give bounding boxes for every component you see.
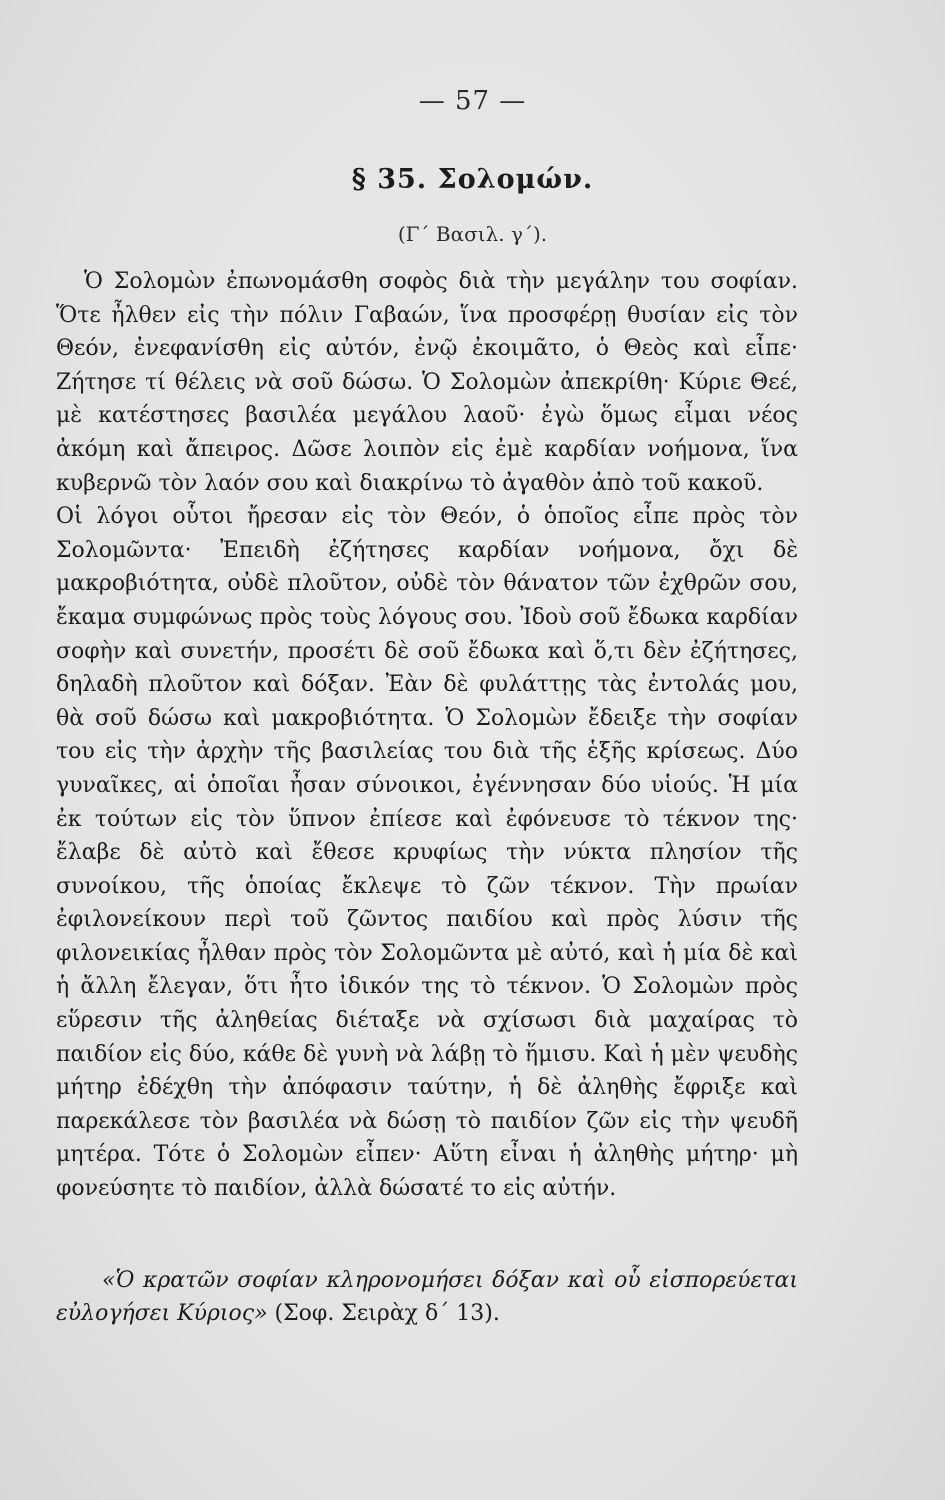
paragraph-1: Ὁ Σολομὼν ἐπωνομάσθη σοφὸς διὰ τὴν μεγάλην του σοφίαν. Ὅτε ἦλθεν εἰς τὴν πόλιν Γαβαών, ἵνα προσφέρῃ θυσίαν εἰς τὸν Θεόν, ἐνεφανίσθη εἰς αὐτόν, ἐνῷ ἐκοιμᾶτο, ὁ Θεὸς καὶ εἶπε· Ζήτησε τί θέλεις νὰ σοῦ δώσω. Ὁ Σολομὼν ἀπεκρίθη· Κύριε Θεέ, μὲ κατέστησες βασιλέα μεγάλου λαοῦ· ἐγὼ ὅμως εἶμαι νέος ἀκόμη καὶ ἄπειρος. Δῶσε λοιπὸν εἰς ἐμὲ καρδίαν νοήμονα, ἵνα κυβερνῶ τὸν λαόν σου καὶ διακρίνω τὸ ἀγαθὸν ἀπὸ τοῦ κακοῦ. — [56, 269, 798, 496]
quote-text: «Ὁ κρατῶν σοφίαν κληρονομήσει δόξαν καὶ οὗ εἰσπορεύεται εὐλογήσει Κύριος» — [56, 1268, 798, 1326]
closing-quote — [56, 1264, 798, 1330]
body-text — [56, 265, 798, 1206]
quote-reference: (Σοφ. Σειρὰχ δ΄ 13). — [267, 1301, 500, 1326]
paragraph-2: Οἱ λόγοι οὗτοι ἤρεσαν εἰς τὸν Θεόν, ὁ ὁποῖος εἶπε πρὸς τὸν Σολομῶντα· Ἐπειδὴ ἐζήτησες καρδίαν νοήμονα, ὄχι δὲ μακροβιότητα, οὐδὲ πλοῦτον, οὐδὲ τὸν θάνατον τῶν ἐχθρῶν σου, ἔκαμα συμφώνως πρὸς τοὺς λόγους σου. Ἰδοὺ σοῦ ἔδωκα καρδίαν σοφὴν καὶ συνετήν, προσέτι δὲ σοῦ ἔδωκα καὶ ὅ,τι δὲν ἐζήτησες, δηλαδὴ πλοῦτον καὶ δόξαν. Ἐὰν δὲ φυλάττῃς τὰς ἐντολάς μου, θὰ σοῦ δώσω καὶ μακροβιότητα. Ὁ Σολομὼν ἔδειξε τὴν σοφίαν του εἰς τὴν ἀρχὴν τῆς βασιλείας του διὰ τῆς ἑξῆς κρίσεως. Δύο γυναῖκες, αἱ ὁποῖαι ἦσαν σύνοικοι, ἐγέννησαν δύο υἱούς. Ἡ μία ἐκ τούτων εἰς τὸν ὕπνον ἐπίεσε καὶ ἐφόνευσε τὸ τέκνον της· ἔλαβε δὲ αὐτὸ καὶ ἔθεσε κρυφίως τὴν νύκτα πλησίον τῆς συνοίκου, τῆς ὁποίας ἔκλεψε τὸ ζῶν τέκνον. Τὴν πρωίαν ἐφιλονείκουν περὶ τοῦ ζῶντος παιδίου καὶ πρὸς λύσιν τῆς φιλονεικίας ἦλθαν πρὸς τὸν Σολομῶντα μὲ αὐτό, καὶ ἡ μία δὲ καὶ ἡ ἄλλη ἔλεγαν, ὅτι ἦτο ἰδικόν της τὸ τέκνον. Ὁ Σολομὼν πρὸς εὕρεσιν τῆς ἀληθείας διέταξε νὰ σχίσωσι διὰ μαχαίρας τὸ παιδίον εἰς δύο, κάθε δὲ γυνὴ νὰ λάβῃ τὸ ἥμισυ. Καὶ ἡ μὲν ψευδὴς μήτηρ ἐδέχθη τὴν ἀπόφασιν ταύτην, ἡ δὲ ἀληθὴς ἔφριξε καὶ παρεκάλεσε τὸν βασιλέα νὰ δώσῃ τὸ παιδίον ζῶν εἰς τὴν ψευδῆ μητέρα. Τότε ὁ Σολομὼν εἶπεν· Αὕτη εἶναι ἡ ἀληθὴς μήτηρ· μὴ φονεύσητε τὸ παιδίον, ἀλλὰ δώσατέ το εἰς αὐτήν. — [56, 504, 798, 1202]
page-number: — 57 — — [418, 86, 527, 116]
section-subtitle: (Γ΄ Βασιλ. γ΄). — [397, 222, 548, 246]
section-title: § 35. Σολομών. — [351, 164, 594, 195]
